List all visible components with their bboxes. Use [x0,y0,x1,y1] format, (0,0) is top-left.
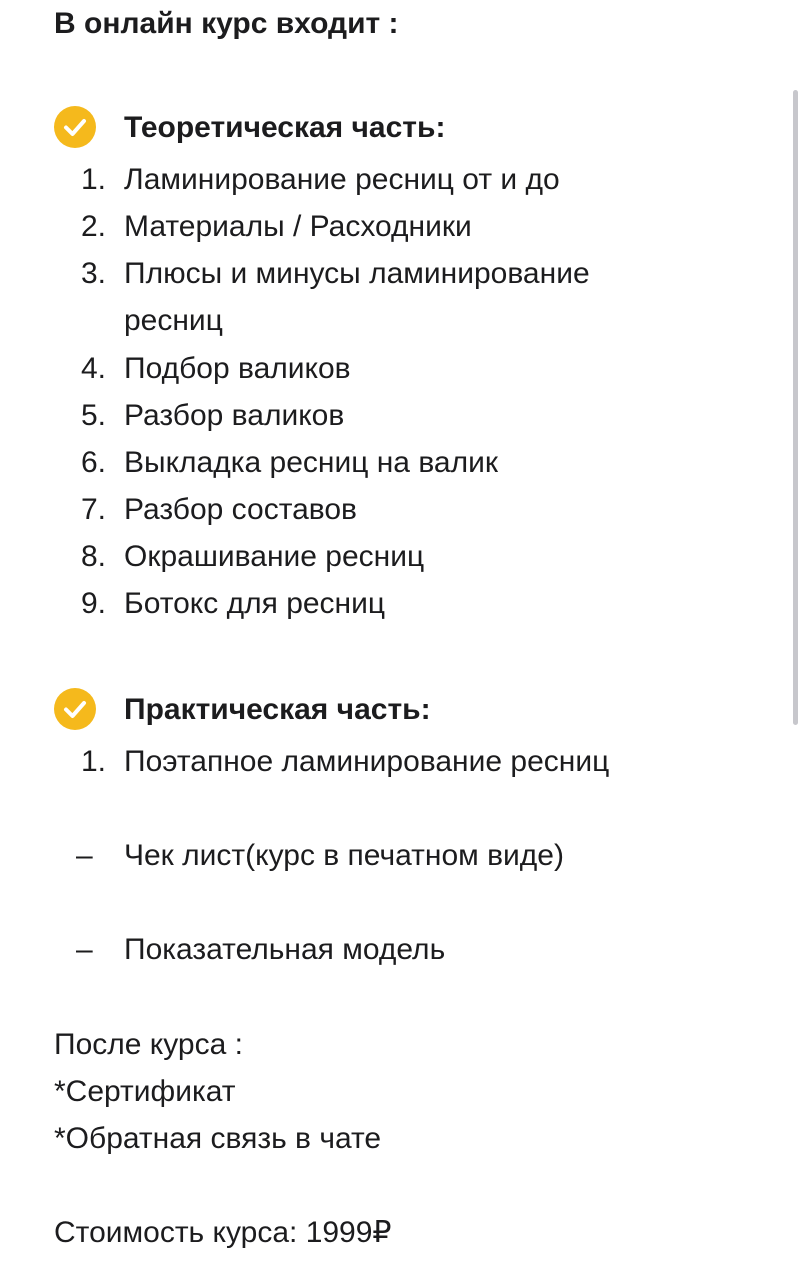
checkmark-circle-icon [54,106,96,148]
list-item-number: 3. [80,257,106,290]
list-item-number: 6. [80,446,106,479]
list-item: Подбор валиков [124,352,351,385]
list-item: Ламинирование ресниц от и до [124,163,560,196]
list-item: Материалы / Расходники [124,210,472,243]
list-item-number: 1. [80,745,106,778]
list-item: Разбор составов [124,493,357,526]
practice-section-title: Практическая часть: [124,693,431,726]
after-course-line: *Сертификат [54,1075,236,1108]
list-item: Выкладка ресниц на валик [124,446,499,479]
list-item-number: 7. [80,493,106,526]
dash-marker: – [76,839,93,872]
scrollbar[interactable] [793,90,798,725]
after-course-title: После курса : [54,1028,243,1061]
list-item: Плюсы и минусы ламинирование ресниц [124,257,590,337]
course-price: Стоимость курса: 1999₽ [54,1216,392,1249]
list-item: Разбор валиков [124,399,345,432]
list-item: Ботокс для ресниц [124,587,386,620]
after-course-line: *Обратная связь в чате [54,1122,382,1155]
page-title: В онлайн курс входит : [54,7,399,40]
dash-marker: – [76,933,93,966]
list-item-number: 5. [80,399,106,432]
list-item-number: 1. [80,163,106,196]
list-item-number: 2. [80,210,106,243]
list-item: Поэтапное ламинирование ресниц [124,745,610,778]
list-item-number: 4. [80,352,106,385]
list-item-number: 8. [80,540,106,573]
theory-section-title: Теоретическая часть: [124,111,446,144]
list-item-number: 9. [80,587,106,620]
checkmark-circle-icon [54,688,96,730]
list-item: Показательная модель [124,933,446,966]
list-item: Чек лист(курс в печатном виде) [124,839,564,872]
list-item: Окрашивание ресниц [124,540,425,573]
